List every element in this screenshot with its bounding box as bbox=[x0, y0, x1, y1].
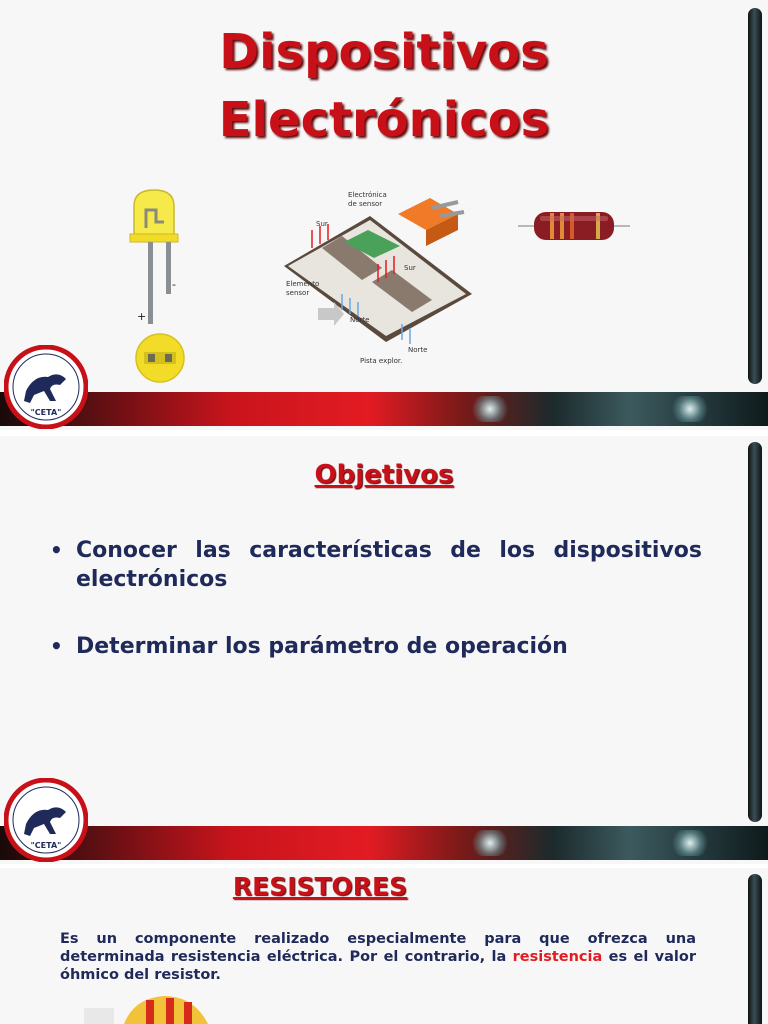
slide-2 bbox=[0, 436, 768, 864]
resistor-definition-part-2: es el valor óhmico del resistor. bbox=[60, 949, 696, 983]
resistor-closeup-illustration bbox=[84, 988, 214, 1024]
decorative-banner-strip bbox=[0, 826, 768, 860]
resistance-highlight: resistencia bbox=[512, 949, 603, 965]
resistor-definition-part-1: Es un componente realizado especialmente para que ofrezca una determinada resistencia eléctrica. Por el contrario, la bbox=[60, 931, 696, 965]
decorative-sidebar bbox=[748, 442, 762, 822]
objectives-list bbox=[50, 536, 702, 699]
sensor-label-south-2: Sur bbox=[404, 264, 416, 272]
sensor-label-element-2: sensor bbox=[286, 289, 310, 297]
sensor-label-south-1: Sur bbox=[316, 220, 328, 228]
led-illustration bbox=[118, 188, 198, 384]
svg-text:"CETA": "CETA" bbox=[30, 408, 62, 417]
hall-sensor-illustration bbox=[282, 186, 474, 368]
ceta-logo bbox=[4, 345, 88, 429]
decorative-sidebar bbox=[748, 874, 762, 1024]
slide-title-line-2: Electrónicos bbox=[218, 92, 550, 148]
objective-item: • Conocer las características de los dispositivos electrónicos bbox=[50, 536, 702, 594]
ceta-logo bbox=[4, 778, 88, 862]
slide-title-line-1: Dispositivos bbox=[219, 24, 549, 80]
svg-text:"CETA": "CETA" bbox=[30, 841, 62, 850]
resistors-heading: RESISTORES bbox=[232, 872, 408, 901]
sensor-label-north-2: Norte bbox=[408, 346, 428, 354]
resistor-definition bbox=[60, 930, 696, 984]
decorative-banner-strip bbox=[0, 392, 768, 426]
slide-1 bbox=[0, 0, 768, 430]
sensor-label-electronics-2: de sensor bbox=[348, 200, 383, 208]
led-plus-label: + bbox=[137, 310, 147, 323]
sensor-label-element: Elemento bbox=[286, 280, 320, 288]
sensor-label-track: Pista explor. bbox=[360, 357, 403, 365]
sensor-label-electronics: Electrónica bbox=[348, 191, 387, 199]
slide-3 bbox=[0, 868, 768, 1024]
resistor-illustration bbox=[518, 208, 630, 244]
objective-item: • Determinar los parámetro de operación bbox=[50, 632, 702, 661]
sensor-label-north-1: Norte bbox=[350, 316, 370, 324]
led-minus-label: - bbox=[172, 278, 176, 291]
objectives-heading: Objetivos bbox=[314, 460, 454, 490]
